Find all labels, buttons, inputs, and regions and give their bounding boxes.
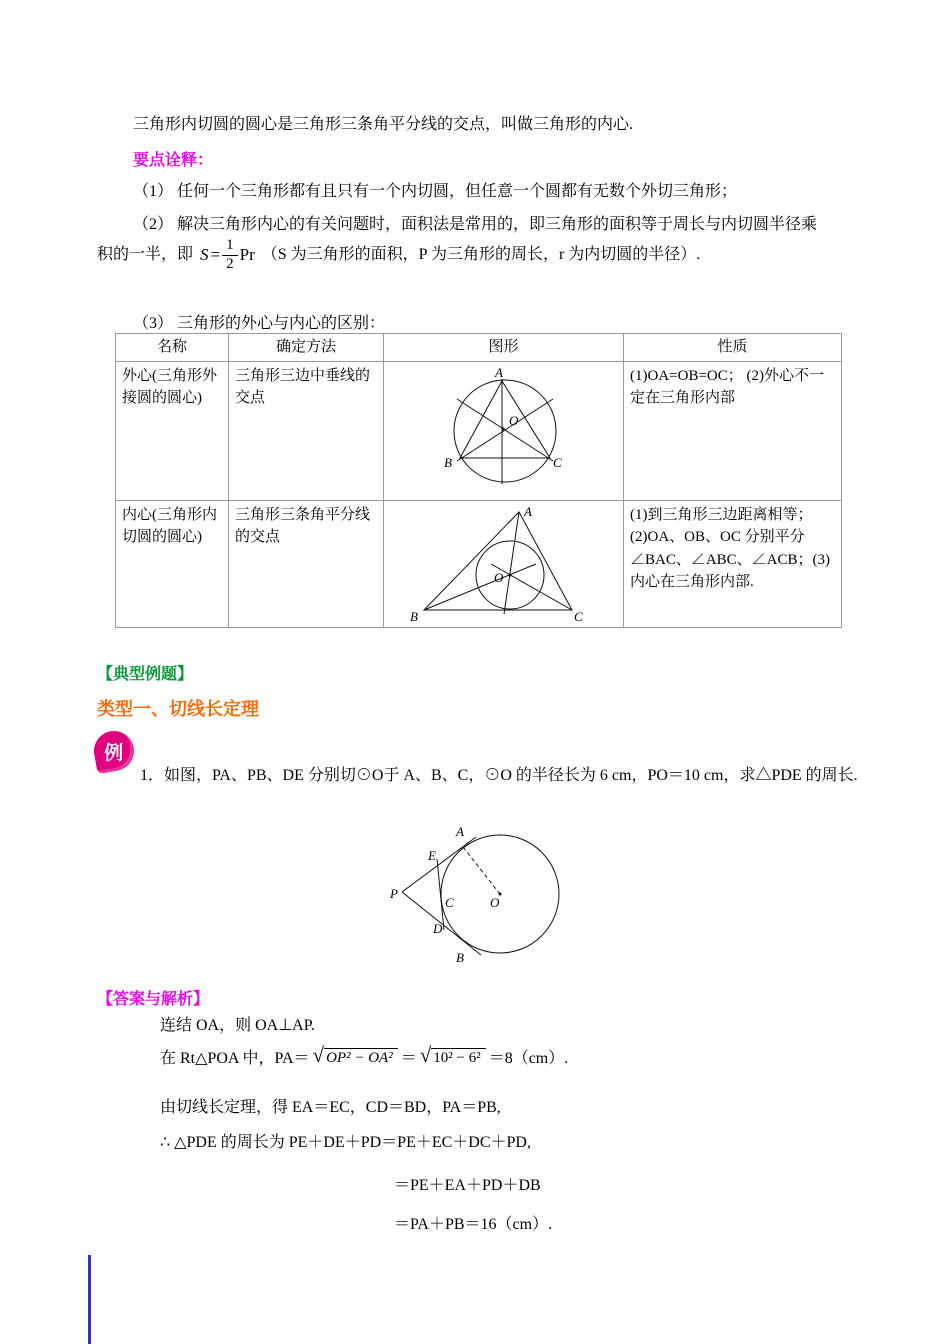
formula-equals: = <box>210 245 221 264</box>
cell-circumcenter-figure <box>384 361 624 500</box>
label-b: B <box>409 608 418 624</box>
header-property: 性质 <box>624 334 842 362</box>
table-row-incenter <box>116 500 842 627</box>
label-e: E <box>428 848 436 863</box>
radical-op-oa <box>313 1045 398 1067</box>
key-point-2: （2） 解决三角形内心的有关问题时，面积法是常用的，即三角形的面积等于周长与内切圆半径乘 <box>133 216 818 233</box>
key-point-1: （1） 任何一个三角形都有且只有一个内切圆，但任意一个圆都有无数个外切三角形； <box>133 183 738 200</box>
solution-line-2-post: ＝8（cm）. <box>488 1049 569 1067</box>
radicand-op-oa: OP² − OA² <box>324 1048 398 1067</box>
table-header-row <box>116 334 842 362</box>
cell-incenter-figure <box>384 500 624 627</box>
label-p: P <box>390 886 398 901</box>
header-name: 名称 <box>116 334 229 362</box>
example-badge <box>91 728 137 774</box>
triangle-outline <box>424 512 572 610</box>
header-figure: 图形 <box>384 334 624 362</box>
key-point-3: （3） 三角形的外心与内心的区别： <box>133 315 386 332</box>
key-points-heading: 要点诠释： <box>133 152 214 169</box>
circumcircle-outline <box>454 380 556 482</box>
radical-sign-icon: √ <box>312 1043 325 1067</box>
cell-incenter-property: (1)到三角形三边距离相等；(2)OA、OB、OC 分别平分∠BAC、∠ABC、∠ACB；(3)内心在三角形内部. <box>624 500 842 627</box>
radical-10-6 <box>420 1045 486 1067</box>
label-c: C <box>553 454 562 470</box>
solution-line-2 <box>160 1036 568 1076</box>
formula-lead-text: 积的一半，即 <box>97 246 194 264</box>
circumcircle-figure <box>390 365 622 497</box>
formula-pr: Pr <box>239 245 255 264</box>
radius-oa-dashed <box>463 847 500 894</box>
solution-line-2-mid: ＝ <box>400 1049 417 1067</box>
formula-fraction <box>222 237 238 273</box>
problem-statement: 1．如图，PA、PB、DE 分别切⊙O于 A、B、C，⊙O 的半径长为 6 cm，PO＝10 cm，求△PDE 的周长. <box>140 767 858 784</box>
cell-incenter-method: 三角形三条角平分线的交点 <box>229 500 384 627</box>
circumcenter-point <box>501 427 504 430</box>
comparison-table <box>115 333 842 628</box>
cell-circumcenter-method: 三角形三边中垂线的交点 <box>229 361 384 500</box>
label-b: B <box>456 950 464 965</box>
incenter-point <box>508 573 511 576</box>
typical-examples-heading: 【典型例题】 <box>97 666 194 683</box>
radicand-10-6: 10² − 6² <box>431 1048 485 1067</box>
left-margin-blue-line <box>88 1255 91 1344</box>
label-a: A <box>523 503 532 519</box>
cell-incenter-name: 内心(三角形内切圆的圆心) <box>116 500 229 627</box>
tangent-figure <box>388 810 623 976</box>
example-badge-label: 例 <box>104 742 124 764</box>
label-c: C <box>445 895 454 910</box>
problem-figure <box>388 810 623 976</box>
fraction-numerator: 1 <box>222 237 238 255</box>
type1-heading: 类型一、切线长定理 <box>97 699 259 719</box>
label-c: C <box>573 608 583 624</box>
tangent-de <box>437 859 444 930</box>
key-point-2-continued <box>97 232 700 278</box>
fraction-denominator: 2 <box>226 255 234 272</box>
label-o: O <box>490 895 500 910</box>
label-o: O <box>509 412 519 428</box>
table-row-circumcenter <box>116 361 842 500</box>
label-o: O <box>493 569 503 585</box>
solution-line-5: ＝PE＋EA＋PD＋DB <box>394 1177 541 1194</box>
label-a: A <box>495 364 503 380</box>
solution-line-2-pre: 在 Rt△POA 中，PA＝ <box>160 1049 310 1067</box>
label-b: B <box>444 454 452 470</box>
formula-trail-text: （S 为三角形的面积，P 为三角形的周长，r 为内切圆的半径）. <box>261 246 701 264</box>
angle-bisector-1 <box>504 512 519 614</box>
label-a: A <box>456 824 464 839</box>
solution-line-4: ∴ △PDE 的周长为 PE＋DE＋PD＝PE＋EC＋DC＋PD, <box>160 1134 531 1151</box>
triangle-outline <box>460 381 550 458</box>
answer-heading: 【答案与解析】 <box>97 991 210 1008</box>
cell-circumcenter-property: (1)OA=OB=OC； (2)外心不一定在三角形内部 <box>624 361 842 500</box>
area-formula <box>199 237 256 273</box>
header-method: 确定方法 <box>229 334 384 362</box>
radical-sign-icon: √ <box>419 1043 432 1067</box>
solution-line-1: 连结 OA，则 OA⊥AP. <box>160 1017 315 1034</box>
angle-bisector-2 <box>424 564 536 610</box>
intro-paragraph: 三角形内切圆的圆心是三角形三条角平分线的交点，叫做三角形的内心. <box>133 116 634 133</box>
label-d: D <box>433 921 443 936</box>
solution-line-6: ＝PA＋PB＝16（cm）. <box>394 1216 553 1233</box>
formula-s: S <box>200 245 209 264</box>
incircle-figure <box>404 504 604 624</box>
cell-circumcenter-name: 外心(三角形外接圆的圆心) <box>116 361 229 500</box>
solution-line-3: 由切线长定理，得 EA＝EC，CD＝BD，PA＝PB, <box>160 1099 501 1116</box>
